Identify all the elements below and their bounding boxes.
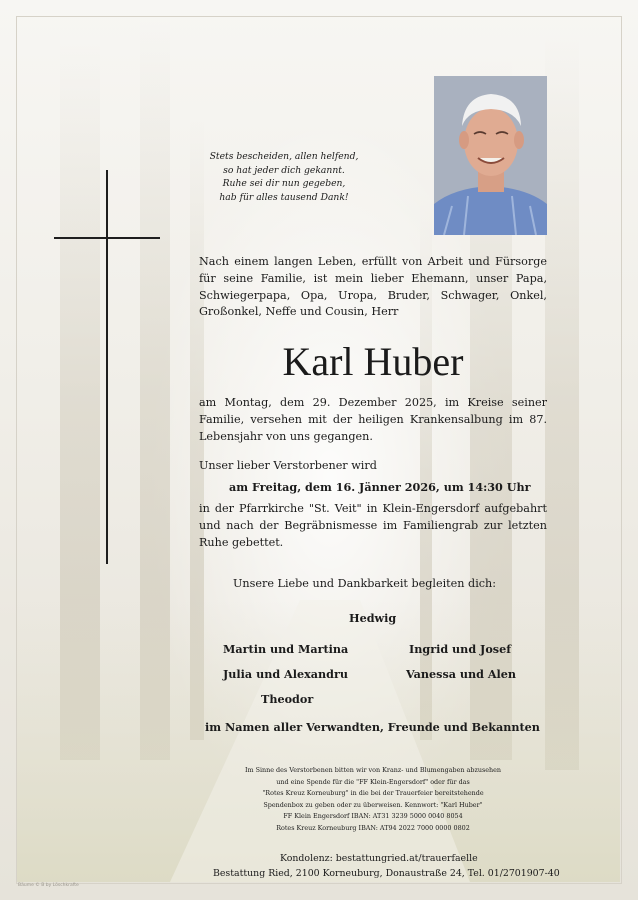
poem-line: Stets bescheiden, allen helfend,	[209, 151, 359, 162]
poem-line: Ruhe sei dir nun gegeben,	[222, 178, 346, 189]
notice-line: und eine Spende für die "FF Klein-Engersdorf" oder für das	[276, 777, 470, 786]
image-credit: Bäume © B by Löschkrafte	[18, 883, 79, 888]
notice-line: FF Klein Engersdorf IBAN: AT31 3239 5000 0040 8054	[283, 812, 463, 821]
cross-vertical-bar	[106, 170, 108, 564]
love-text: Unsere Liebe und Dankbarkeit begleiten dich:	[233, 577, 497, 590]
undertaker-info: Bestattung Ried, 2100 Korneuburg, Donaustraße 24, Tel. 01/2701907-40	[213, 868, 560, 879]
notice-line: "Rotes Kreuz Korneuburg" in die bei der Trauerfeier bereitstehende	[262, 789, 484, 798]
mourners-closing: im Namen aller Verwandten, Freunde und Bekannten	[205, 720, 540, 734]
cross-horizontal-bar	[54, 237, 160, 239]
funeral-date: am Freitag, dem 16. Jänner 2026, um 14:30 Uhr	[229, 480, 531, 494]
memorial-poem	[186, 150, 382, 204]
condolence-link[interactable]: Kondolenz: bestattungried.at/trauerfaelle	[280, 853, 478, 864]
mourner-left: Martin und Martina	[223, 642, 349, 656]
mourner-right: Vanessa und Alen	[406, 667, 517, 681]
funeral-text: in der Pfarrkirche "St. Veit" in Klein-Engersdorf aufgebahrt und nach der Begräbnismesse im Familiengrab zur letzten Ruhe gebettet.	[199, 502, 547, 549]
mourner-left: Julia und Alexandru	[223, 667, 349, 681]
poem-line: so hat jeder dich gekannt.	[223, 164, 345, 176]
notice-line: Im Sinne des Verstorbenen bitten wir von Kranz- und Blumengaben abzusehen	[244, 766, 502, 774]
portrait-photo	[434, 76, 547, 235]
donation-notice	[199, 765, 547, 835]
funeral-lead: Unser lieber Verstorbener wird	[199, 459, 377, 472]
mourner-first: Hedwig	[349, 611, 397, 625]
intro-text: Nach einem langen Leben, erfüllt von Arbeit und Fürsorge für seine Familie, ist mein lieber Ehemann, unser Papa, Schwiegerpapa, Opa, Uropa, Bruder, Schwager, Onkel, Großonkel, Neffe und Cousin, Herr	[199, 255, 547, 319]
mourner-left: Theodor	[261, 692, 314, 706]
poem-line: hab für alles tausend Dank!	[219, 191, 349, 203]
deceased-name: Karl Huber	[282, 339, 464, 384]
mourner-right: Ingrid und Josef	[409, 642, 512, 656]
death-notice-text: am Montag, dem 29. Dezember 2025, im Kreise seiner Familie, versehen mit der heiligen Krankensalbung im 87. Lebensjahr von uns gegangen.	[199, 396, 547, 443]
notice-line: Rotes Kreuz Korneuburg IBAN: AT94 2022 7000 0000 0802	[276, 823, 470, 832]
notice-line: Spendenbox zu geben oder zu überweisen. Kennwort: "Karl Huber"	[263, 800, 483, 809]
